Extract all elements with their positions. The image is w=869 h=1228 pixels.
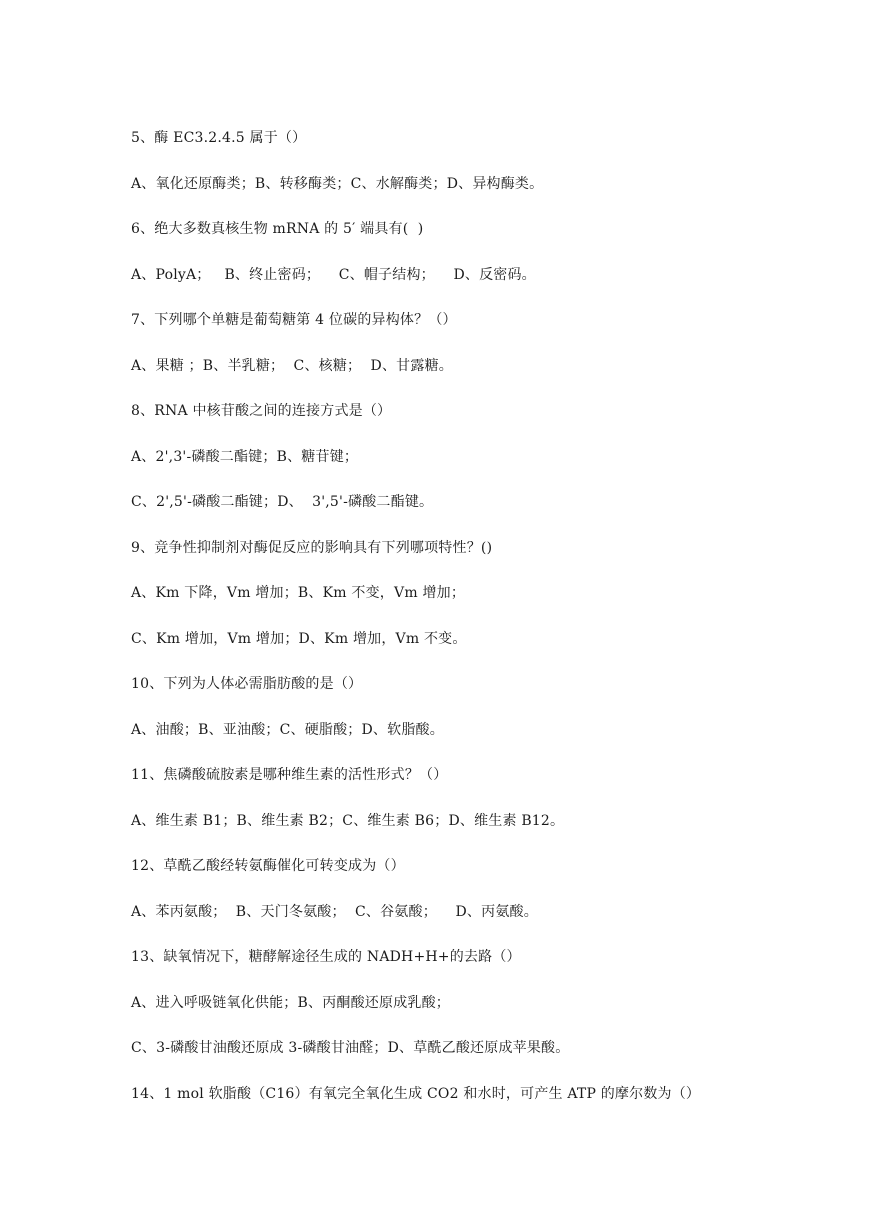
options-13-line-1: A、进入呼吸链氧化供能；B、丙酮酸还原成乳酸； [131, 995, 450, 1011]
question-6: 6、绝大多数真核生物 mRNA 的 5′ 端具有( ) [131, 221, 424, 237]
question-11: 11、焦磷酸硫胺素是哪种维生素的活性形式？（） [131, 767, 448, 783]
question-7: 7、下列哪个单糖是葡萄糖第 4 位碳的异构体？（） [131, 312, 457, 328]
options-9-line-1: A、Km 下降，Vm 增加；B、Km 不变，Vm 增加； [131, 585, 466, 601]
options-11: A、维生素 B1；B、维生素 B2；C、维生素 B6；D、维生素 B12。 [131, 813, 565, 829]
options-9-line-2: C、Km 增加，Vm 增加；D、Km 增加，Vm 不变。 [131, 631, 467, 647]
question-9: 9、竞争性抑制剂对酶促反应的影响具有下列哪项特性？() [131, 540, 493, 556]
question-10: 10、下列为人体必需脂肪酸的是（） [131, 676, 363, 692]
options-5: A、氧化还原酶类；B、转移酶类；C、水解酶类；D、异构酶类。 [131, 176, 544, 192]
options-10: A、油酸；B、亚油酸；C、硬脂酸；D、软脂酸。 [131, 722, 444, 738]
options-8-line-1: A、2',3'-磷酸二酯键；B、糖苷键； [131, 449, 359, 465]
options-6: A、PolyA； B、终止密码； C、帽子结构； D、反密码。 [131, 267, 536, 283]
question-12: 12、草酰乙酸经转氨酶催化可转变成为（） [131, 858, 405, 874]
options-8-line-2: C、2',5'-磷酸二酯键；D、 3',5'-磷酸二酯键。 [131, 494, 434, 510]
options-7: A、果糖 ；B、半乳糖； C、核糖； D、甘露糖。 [131, 358, 453, 374]
options-12: A、苯丙氨酸； B、天门冬氨酸； C、谷氨酸； D、丙氨酸。 [131, 904, 538, 920]
question-8: 8、RNA 中核苷酸之间的连接方式是（） [131, 403, 392, 419]
question-5: 5、酶 EC3.2.4.5 属于（） [131, 130, 307, 146]
options-13-line-2: C、3-磷酸甘油酸还原成 3-磷酸甘油醛；D、草酰乙酸还原成苹果酸。 [131, 1040, 570, 1056]
question-13: 13、缺氧情况下，糖酵解途径生成的 NADH+H+的去路（） [131, 949, 521, 965]
question-14: 14、1 mol 软脂酸（C16）有氧完全氧化生成 CO2 和水时，可产生 ATP 的摩尔数为（） [131, 1086, 701, 1102]
